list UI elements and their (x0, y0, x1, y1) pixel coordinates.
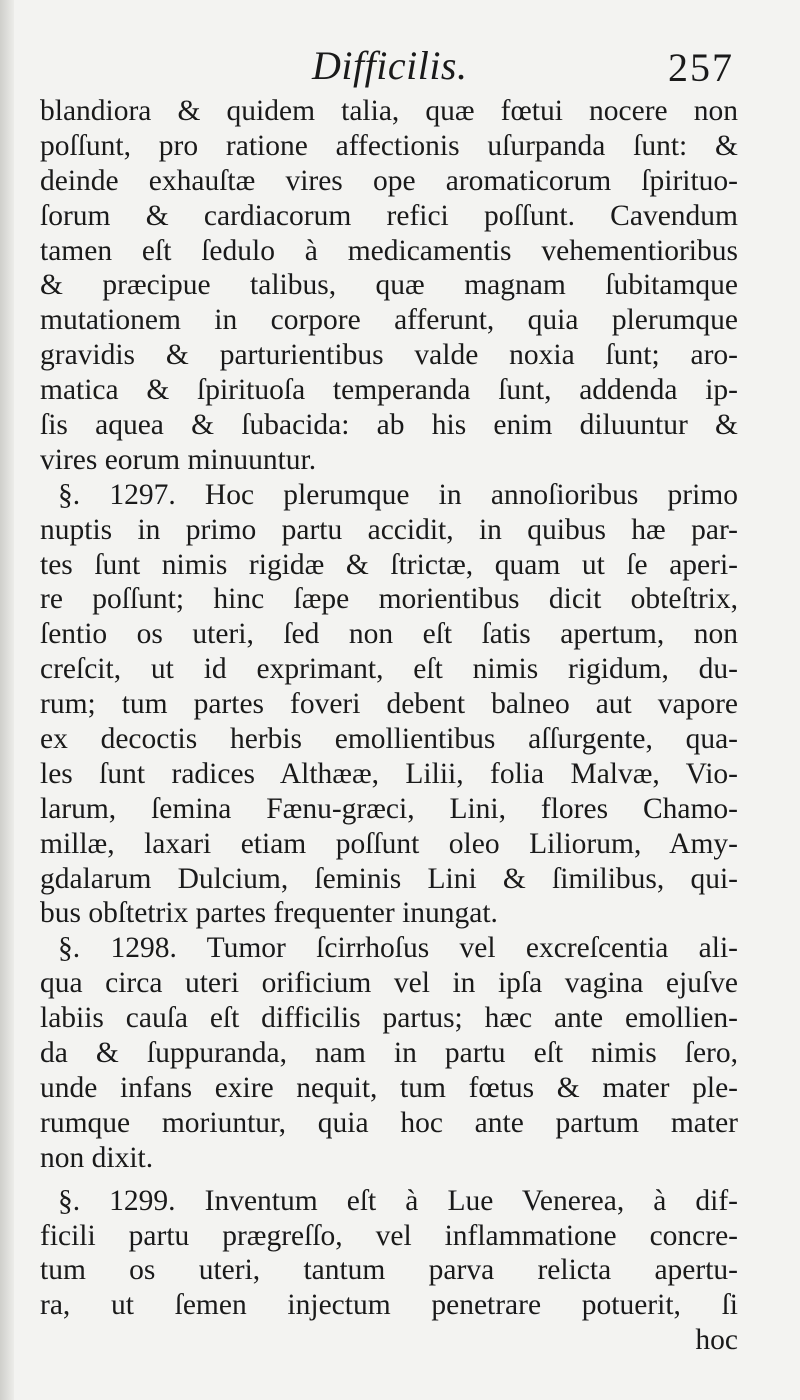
text-line: ſis aquea & ſubacida: ab his enim diluuntur & (40, 409, 738, 442)
text-line: qua circa uteri orificium vel in ipſa vagina ejuſve (40, 967, 738, 1000)
text-line: mutationem in corpore afferunt, quia plerumque (40, 304, 738, 337)
text-line: vires eorum minuuntur. (40, 443, 317, 476)
text-line: larum, ſemina Fænu-græci, Lini, flores Chamo- (40, 792, 738, 825)
text-line: & præcipue talibus, quæ magnam ſubitamque (40, 269, 738, 302)
running-title: Difficilis. (312, 43, 468, 88)
binding-gutter (0, 0, 14, 1400)
paragraph-gap (40, 1176, 738, 1184)
text-line: tum os uteri, tantum parva relicta apertu- (40, 1254, 738, 1287)
text-line: rumque moriuntur, quia hoc ante partum mater (40, 1106, 738, 1139)
page-header (0, 42, 800, 102)
text-line: poſſunt, pro ratione affectionis uſurpanda ſunt: & (40, 129, 738, 162)
text-line: ra, ut ſemen injectum penetrare potuerit, ſi (40, 1289, 738, 1322)
text-line: les ſunt radices Althææ, Lilii, folia Malvæ, Vio- (40, 757, 738, 790)
text-line: unde infans exire nequit, tum fœtus & mater ple- (40, 1071, 738, 1104)
text-line: millæ, laxari etiam poſſunt oleo Liliorum, Amy- (40, 827, 738, 860)
text-line: tamen eſt ſedulo à medicamentis vehementioribus (40, 234, 738, 267)
text-line: non dixit. (40, 1141, 154, 1174)
text-line: §. 1297. Hoc plerumque in annoſioribus primo (58, 478, 738, 511)
page-number: 257 (668, 45, 734, 90)
paragraph-1298 (40, 931, 738, 1175)
paragraph-1297 (40, 478, 738, 932)
text-line: gravidis & parturientibus valde noxia ſunt; aro- (40, 339, 738, 372)
text-line: creſcit, ut id exprimant, eſt nimis rigidum, du- (40, 653, 738, 686)
text-line: ſorum & cardiacorum refici poſſunt. Cavendum (40, 199, 738, 232)
text-line: ſentio os uteri, ſed non eſt ſatis apertum, non (40, 618, 738, 651)
paragraph-1299 (40, 1184, 738, 1324)
text-line: labiis cauſa eſt difficilis partus; hæc ante emollien- (40, 1002, 738, 1035)
text-line: §. 1299. Inventum eſt à Lue Venerea, à dif- (58, 1184, 738, 1217)
text-line: nuptis in primo partu accidit, in quibus hæ par- (40, 513, 738, 546)
text-line: rum; tum partes foveri debent balneo aut vapore (40, 688, 738, 721)
text-line: ficili partu prægreſſo, vel inflammatione concre- (40, 1219, 738, 1252)
catchword: hoc (695, 1324, 738, 1357)
text-line: da & ſuppuranda, nam in partu eſt nimis ſero, (40, 1037, 738, 1070)
paragraph (40, 94, 738, 478)
text-line: matica & ſpirituoſa temperanda ſunt, addenda ip- (40, 374, 738, 407)
body-text (40, 94, 738, 1358)
text-line: tes ſunt nimis rigidæ & ſtrictæ, quam ut ſe aperi- (40, 548, 738, 581)
text-line: §. 1298. Tumor ſcirrhoſus vel excreſcentia ali- (58, 932, 738, 965)
text-line: bus obſtetrix partes frequenter inungat. (40, 897, 498, 930)
text-line: re poſſunt; hinc ſæpe morientibus dicit obteſtrix, (40, 583, 738, 616)
text-line: gdalarum Dulcium, ſeminis Lini & ſimilibus, qui- (40, 862, 738, 895)
text-line: blandiora & quidem talia, quæ fœtui nocere non (40, 95, 738, 127)
text-line: deinde exhauſtæ vires ope aromaticorum ſpirituo- (40, 164, 738, 197)
text-line: ex decoctis herbis emollientibus aſſurgente, qua- (40, 723, 738, 756)
